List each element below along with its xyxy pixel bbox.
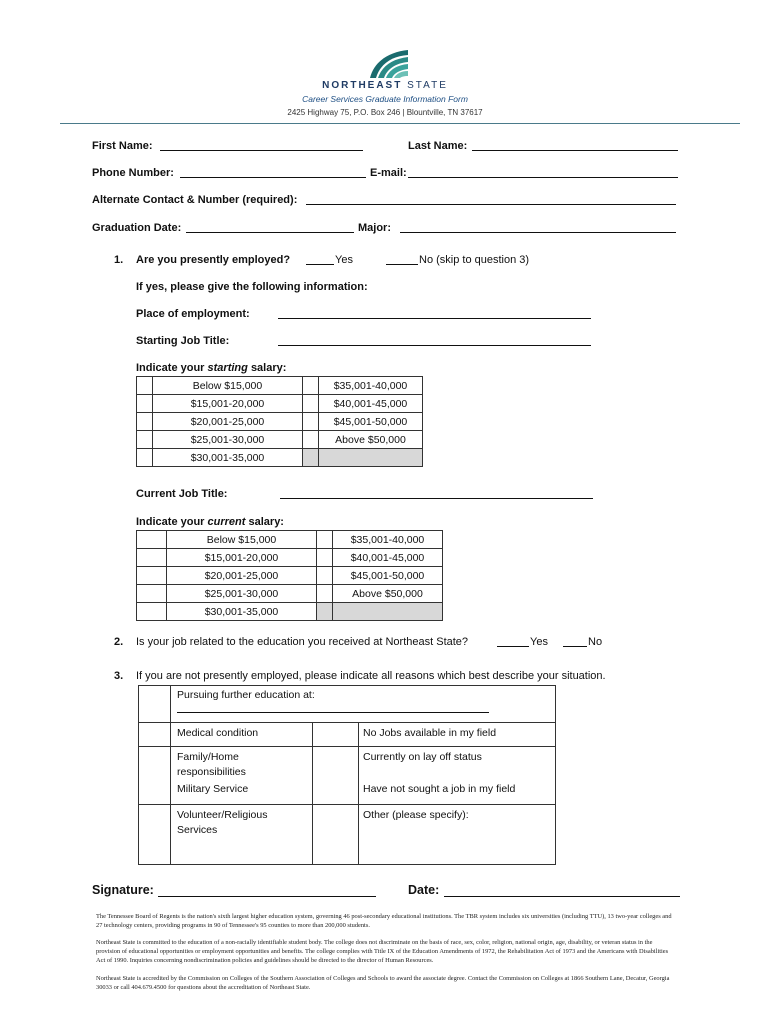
starting-job-title-field[interactable] — [278, 336, 591, 346]
reason-checkbox-column[interactable] — [313, 723, 358, 863]
q2-number: 2. — [114, 636, 124, 648]
major-label: Major: — [358, 222, 391, 234]
salary-checkbox[interactable] — [137, 531, 167, 549]
q2-no-label: No — [588, 636, 603, 648]
alternate-contact-label: Alternate Contact & Number (required): — [92, 194, 298, 206]
address: 2425 Highway 75, P.O. Box 246 | Blountville, TN 37617 — [287, 108, 483, 117]
place-of-employment-field[interactable] — [278, 309, 591, 319]
q2-yes-label: Yes — [530, 636, 548, 648]
salary-checkbox[interactable] — [137, 603, 167, 621]
salary-checkbox[interactable] — [303, 413, 319, 431]
graduation-date-label: Graduation Date: — [92, 222, 182, 234]
current-job-title-label: Current Job Title: — [136, 488, 228, 500]
major-field[interactable] — [400, 223, 676, 233]
signature-label: Signature: — [92, 883, 154, 897]
salary-checkbox[interactable] — [137, 567, 167, 585]
table-row: $25,001-30,000 Above $50,000 — [137, 585, 443, 603]
table-row: $15,001-20,000 $40,001-45,000 — [137, 549, 443, 567]
salary-checkbox[interactable] — [137, 449, 153, 467]
current-salary-table — [136, 530, 443, 621]
q1-no-label: No (skip to question 3) — [419, 254, 530, 266]
table-row: $15,001-20,000 $40,001-45,000 — [137, 395, 423, 413]
header-divider — [60, 123, 740, 124]
first-name-label: First Name: — [92, 140, 153, 152]
salary-checkbox[interactable] — [303, 431, 319, 449]
current-job-title-field[interactable] — [280, 489, 593, 499]
last-name-field[interactable] — [472, 141, 678, 151]
salary-checkbox[interactable] — [317, 585, 333, 603]
footer-tbr-paragraph: The Tennessee Board of Regents is the nation's sixth largest higher education system, governing 46 post-secondary educational institutions. The TBR system includes six universities (including TTU), 13 two-year colleges and 27 technology centers, providing programs in 90 of Tennessee's 95 counties to more than 200,000 students. — [96, 913, 672, 929]
starting-salary-label: Indicate your starting salary: — [136, 362, 287, 374]
salary-checkbox[interactable] — [317, 567, 333, 585]
last-name-label: Last Name: — [408, 140, 468, 152]
first-name-field[interactable] — [160, 141, 363, 151]
brand-name: NORTHEAST STATE — [322, 80, 448, 91]
email-label: E-mail: — [370, 167, 407, 179]
current-salary-label: Indicate your current salary: — [136, 516, 284, 528]
starting-job-title-label: Starting Job Title: — [136, 335, 230, 347]
q2-question: Is your job related to the education you received at Northeast State? — [136, 636, 469, 648]
salary-checkbox[interactable] — [317, 531, 333, 549]
phone-field[interactable] — [180, 168, 366, 178]
further-education-option: Pursuing further education at: — [177, 688, 547, 713]
email-field[interactable] — [408, 168, 678, 178]
q1-question: Are you presently employed? — [136, 254, 291, 266]
q3-question: If you are not presently employed, please indicate all reasons which best describe your situation. — [136, 670, 606, 682]
footer-nondiscrimination-paragraph: Northeast State is committed to the education of a non-racially identifiable student body. The college does not discriminate on the basis of race, sex, color, religion, national origin, age, disability, or veteran status in the provision of educational opportunities or employment opportunities and benefits. The college complies with Title IX of the Education Amendments of 1972, the Rehabilitation Act of 1973 and the Americans with Disabilities Act of 1990. Inquiries concerning nondiscrimination policies and guidelines should be directed to the director of Human Resources. — [96, 939, 669, 964]
salary-checkbox[interactable] — [317, 549, 333, 567]
starting-salary-table — [136, 376, 423, 467]
q3-number: 3. — [114, 670, 124, 682]
table-row: $20,001-25,000 $45,001-50,000 — [137, 567, 443, 585]
further-education-field[interactable] — [177, 703, 489, 713]
volunteer-religious-option: Volunteer/Religious Services — [177, 809, 268, 836]
no-jobs-option: No Jobs available in my field — [363, 727, 497, 739]
q2-yes-blank[interactable] — [497, 637, 529, 647]
if-yes-heading: If yes, please give the following information: — [136, 281, 368, 293]
salary-checkbox[interactable] — [137, 377, 153, 395]
q1-yes-label: Yes — [335, 254, 353, 266]
q2-no-blank[interactable] — [563, 637, 587, 647]
reasons-table — [138, 685, 556, 865]
footer-accreditation-paragraph: Northeast State is accredited by the Commission on Colleges of the Southern Association of Colleges and Schools to award the associate degree. Contact the Commission on Colleges at 1866 Southern Lane, Decatur, Georgia 30033 or call 404.679.4500 for questions about the accreditation of Northeast State. — [96, 975, 670, 991]
table-row: Below $15,000 $35,001-40,000 — [137, 377, 423, 395]
table-row: $20,001-25,000 $45,001-50,000 — [137, 413, 423, 431]
alternate-contact-field[interactable] — [306, 195, 676, 205]
q1-no-blank[interactable] — [386, 255, 418, 265]
northeast-state-logo-icon — [368, 46, 410, 80]
table-row: $25,001-30,000 Above $50,000 — [137, 431, 423, 449]
salary-checkbox[interactable] — [303, 377, 319, 395]
graduation-date-field[interactable] — [186, 223, 354, 233]
medical-condition-option: Medical condition — [177, 727, 259, 739]
salary-checkbox[interactable] — [303, 395, 319, 413]
other-option: Other (please specify): — [363, 809, 469, 821]
date-label: Date: — [408, 883, 440, 897]
q1-yes-blank[interactable] — [306, 255, 334, 265]
layoff-option: Currently on lay off status — [363, 751, 482, 763]
salary-checkbox[interactable] — [137, 413, 153, 431]
not-sought-option: Have not sought a job in my field — [363, 783, 516, 795]
military-service-option: Military Service — [177, 783, 249, 795]
date-field[interactable] — [444, 885, 680, 897]
table-row: Below $15,000 $35,001-40,000 — [137, 531, 443, 549]
salary-checkbox[interactable] — [137, 585, 167, 603]
signature-field[interactable] — [158, 885, 376, 897]
place-of-employment-label: Place of employment: — [136, 308, 250, 320]
salary-checkbox[interactable] — [137, 431, 153, 449]
salary-checkbox[interactable] — [137, 395, 153, 413]
table-row: $30,001-35,000 — [137, 603, 443, 621]
form-title: Career Services Graduate Information Form — [302, 94, 468, 104]
further-education-checkbox[interactable] — [139, 686, 170, 722]
q1-number: 1. — [114, 254, 124, 266]
table-row: $30,001-35,000 — [137, 449, 423, 467]
reason-checkbox-column[interactable] — [139, 723, 170, 863]
family-home-option: Family/Home responsibilities — [177, 751, 246, 778]
salary-checkbox[interactable] — [137, 549, 167, 567]
phone-label: Phone Number: — [92, 167, 174, 179]
